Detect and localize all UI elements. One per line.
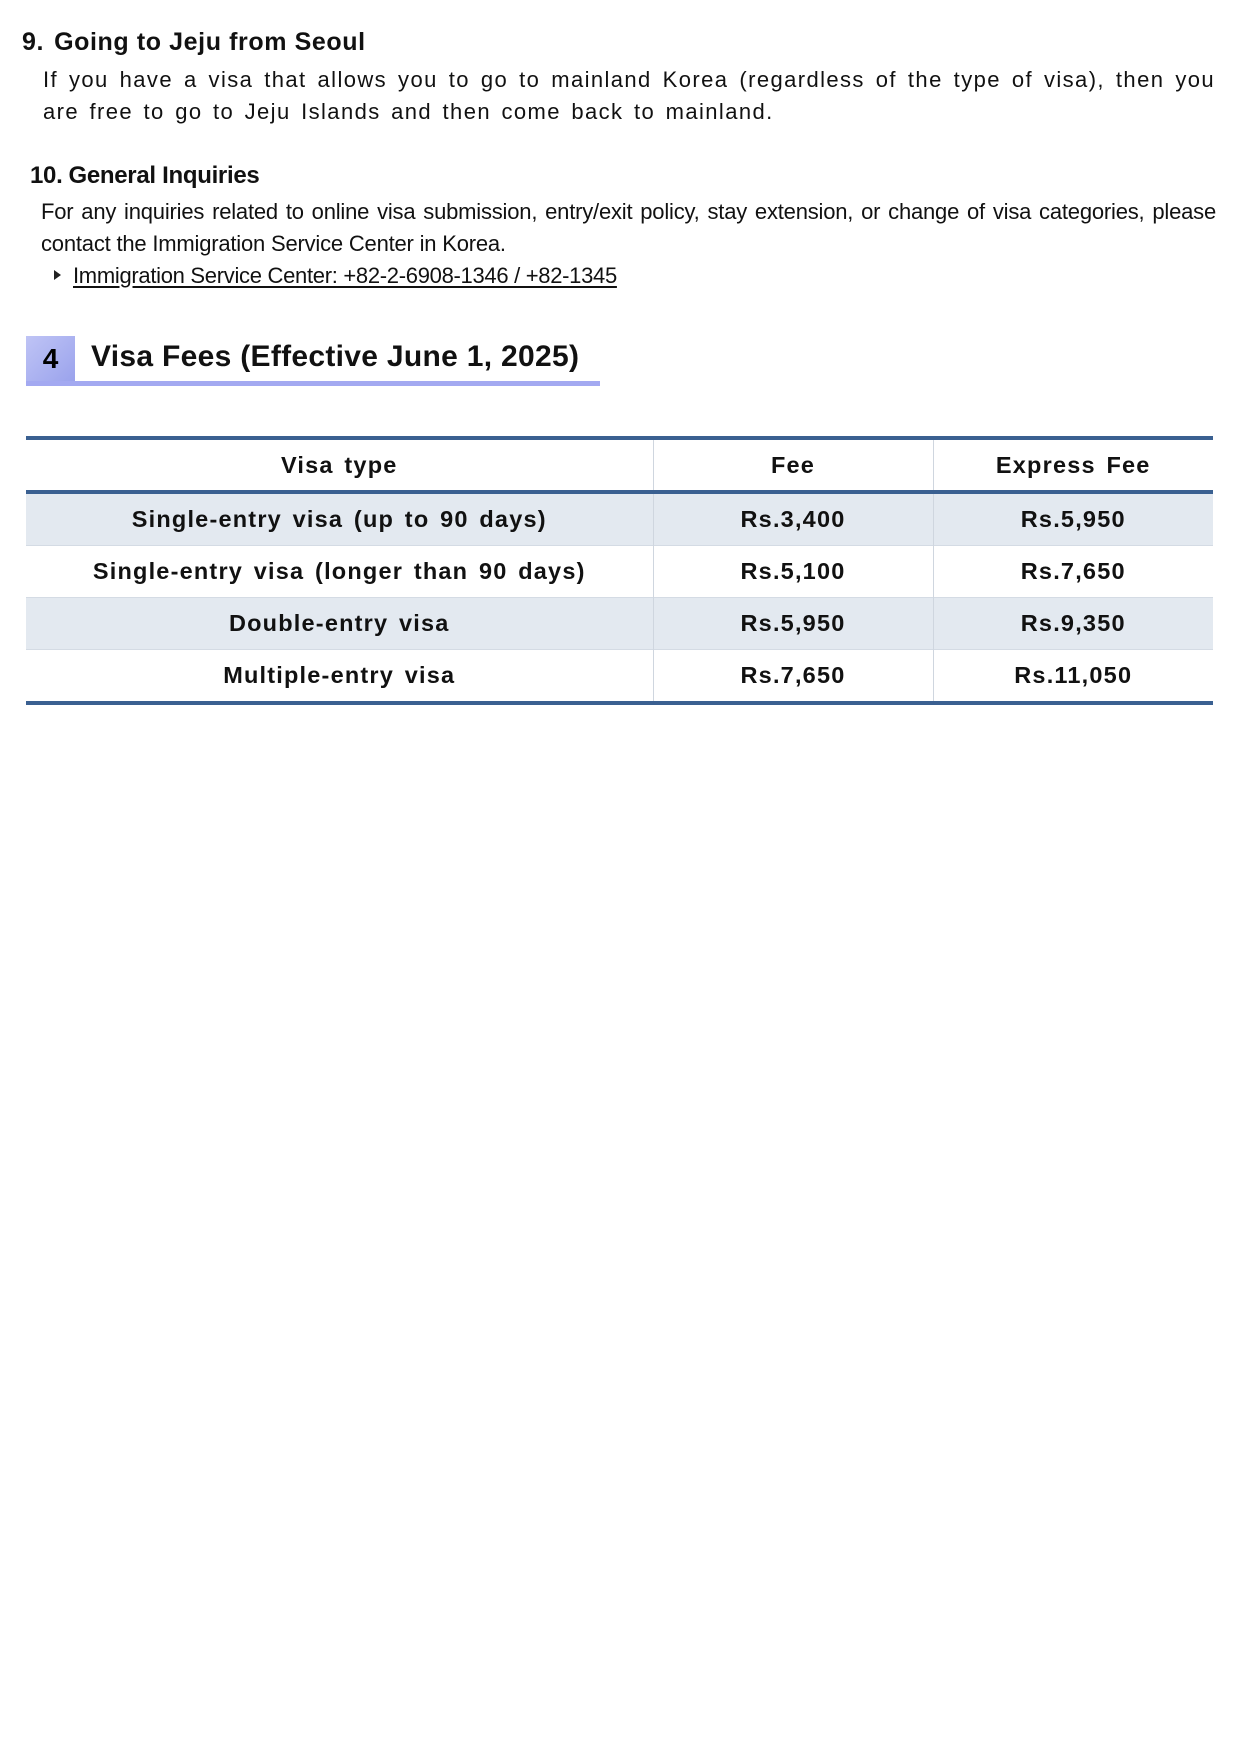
- header-fee: Fee: [653, 438, 933, 492]
- section-4-title: Visa Fees (Effective June 1, 2025): [91, 340, 580, 373]
- express-fee-cell: Rs.11,050: [933, 650, 1213, 704]
- visa-fees-table: [26, 436, 1213, 705]
- contact-item: [54, 260, 617, 292]
- section-9-heading: [22, 28, 366, 57]
- section-10-number: 10.: [30, 162, 63, 189]
- visa-type-cell: Double-entry visa: [26, 598, 653, 650]
- visa-type-cell: Single-entry visa (up to 90 days): [26, 492, 653, 546]
- express-fee-cell: Rs.9,350: [933, 598, 1213, 650]
- table-header-row: [26, 438, 1213, 492]
- header-express-fee: Express Fee: [933, 438, 1213, 492]
- table-row: [26, 546, 1213, 598]
- table-row: [26, 598, 1213, 650]
- fee-cell: Rs.3,400: [653, 492, 933, 546]
- triangle-bullet-icon: [54, 270, 61, 280]
- visa-type-cell: Single-entry visa (longer than 90 days): [92, 558, 586, 584]
- section-4-heading: [26, 336, 600, 384]
- header-visa-type: Visa type: [26, 438, 653, 492]
- table-row: [26, 650, 1213, 704]
- fee-cell: Rs.7,650: [653, 650, 933, 704]
- section-10-heading: [30, 162, 259, 190]
- visa-type-cell: Multiple-entry visa: [223, 662, 456, 688]
- section-9-title: Going to Jeju from Seoul: [54, 28, 366, 56]
- table-row: [26, 492, 1213, 546]
- section-10-title: General Inquiries: [68, 162, 260, 189]
- section-10-body: For any inquiries related to online visa submission, entry/exit policy, stay extension, or change of visa categories, please contact the Immigration Service Center in Korea.: [41, 199, 1216, 256]
- express-fee-cell: Rs.7,650: [933, 546, 1213, 598]
- section-9-body: If you have a visa that allows you to go to mainland Korea (regardless of the type of visa), then you are free to go to Jeju Islands and then come back to mainland.: [43, 67, 1215, 124]
- section-9-number: 9.: [22, 28, 45, 56]
- fee-cell: Rs.5,100: [653, 546, 933, 598]
- express-fee-cell: Rs.5,950: [933, 492, 1213, 546]
- fee-cell: Rs.5,950: [653, 598, 933, 650]
- section-title-underline: [26, 381, 600, 386]
- section-number-badge: 4: [26, 336, 75, 382]
- immigration-contact-link[interactable]: Immigration Service Center: +82-2-6908-1346 / +82-1345: [73, 263, 617, 288]
